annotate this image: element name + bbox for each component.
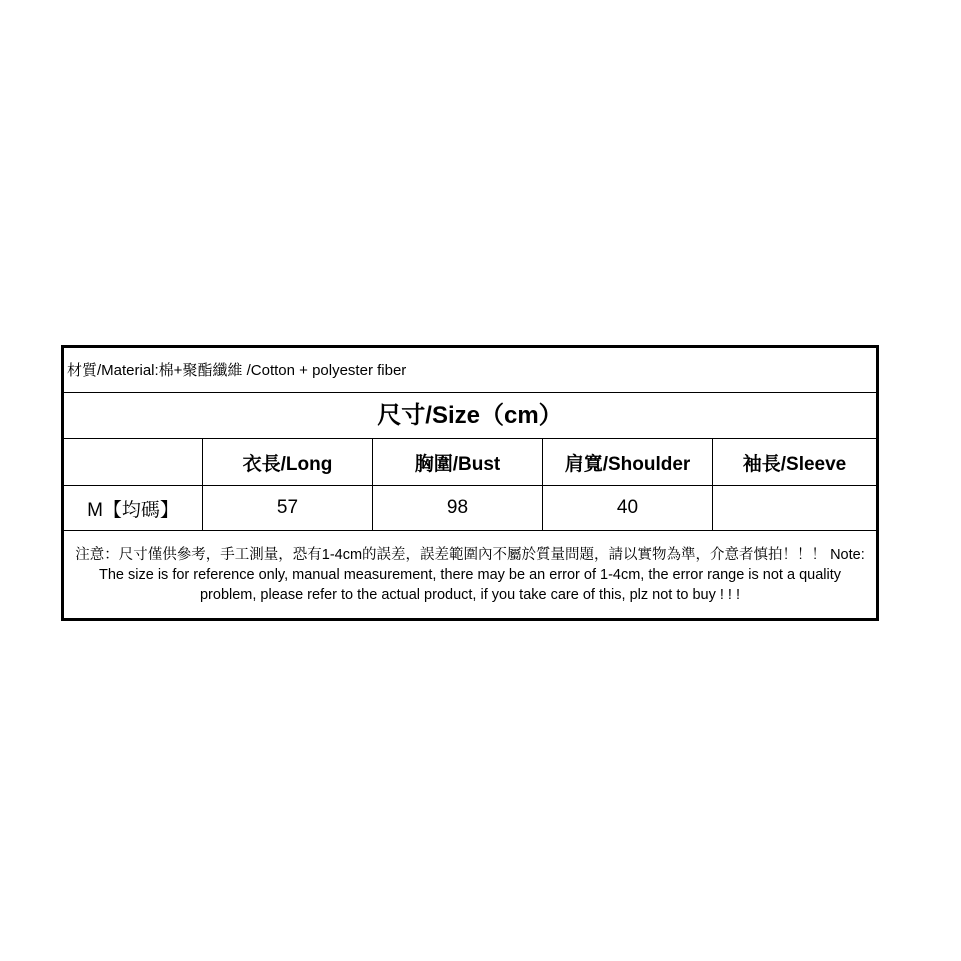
note-row: [64, 531, 876, 618]
header-cell-bust: 胸圍/Bust: [372, 439, 542, 485]
size-label-cell: M【均碼】: [87, 499, 179, 521]
title-row: [64, 393, 876, 439]
header-cell-sleeve: 袖長/Sleeve: [712, 439, 876, 485]
header-cell-long: 衣長/Long: [202, 439, 372, 485]
header-row: [64, 439, 876, 486]
table-row: [64, 486, 876, 531]
header-cell-size: [64, 439, 202, 485]
material-row: [64, 348, 876, 393]
sleeve-value-cell: [712, 486, 876, 530]
measurement-note: 注意：尺寸僅供參考，手工測量，恐有1-4cm的誤差，誤差範圍內不屬於質量問題，請以實物為準，介意者慎拍！！！ Note: The size is for reference only, manual measurement, there may be an error of 1-4cm, the error range is not a quality problem, please refer to the actual product, if you take care of this, plz not to buy ! ! !: [75, 547, 865, 603]
material-text: 材質/Material:棉+聚酯纖維 /Cotton + polyester fiber: [67, 362, 407, 379]
size-chart-title: 尺寸/Size（cm）: [377, 402, 563, 429]
long-value-cell: 57: [202, 486, 372, 530]
size-chart-table: [61, 345, 879, 621]
bust-value-cell: 98: [372, 486, 542, 530]
shoulder-value-cell: 40: [542, 486, 712, 530]
header-cell-shoulder: 肩寬/Shoulder: [542, 439, 712, 485]
